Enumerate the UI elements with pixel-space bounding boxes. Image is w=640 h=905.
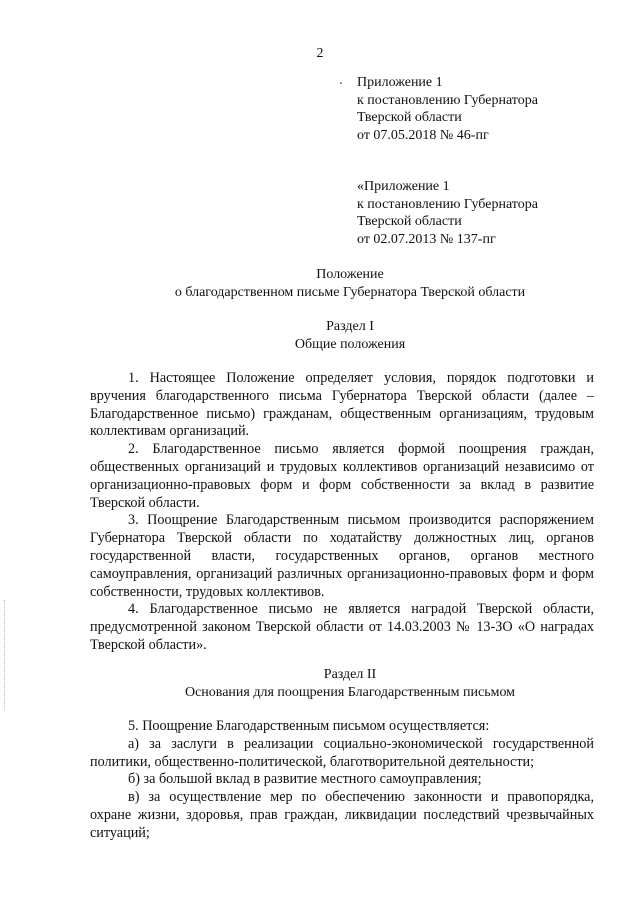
appendix-original-line: «Приложение 1 (357, 179, 450, 194)
section-heading: Раздел I (326, 319, 374, 334)
page-number: 2 (316, 46, 324, 61)
title-line: Положение (316, 267, 384, 282)
scan-mark (340, 82, 342, 84)
paragraph: а) за заслуги в реализации социально-экономической государственной политики, общественно-политической, благотворительной деятельности; (90, 735, 594, 770)
document-title (60, 266, 640, 301)
appendix-original-line: Тверской области (357, 214, 462, 229)
section2-body (90, 718, 594, 843)
section1-body (90, 370, 594, 655)
paragraph: 5. Поощрение Благодарственным письмом осуществляется: (128, 718, 490, 734)
section1-header (60, 318, 640, 353)
section-subheading: Общие положения (294, 336, 406, 352)
appendix-current-line: Тверской области (357, 110, 462, 125)
appendix-current-block (357, 74, 538, 144)
appendix-original-line: от 02.07.2013 № 137-пг (357, 231, 496, 247)
paragraph: 3. Поощрение Благодарственным письмом производится распоряжением Губернатора Тверской области по ходатайству должностных лиц, органов государственной власти, государственных органов, органов местного самоуправления, организаций различных организационно-правовых форм и форм собственности, трудовых коллективов. (90, 512, 594, 600)
section-heading: Раздел II (323, 667, 377, 682)
appendix-current-line: к постановлению Губернатора (357, 92, 538, 108)
appendix-current-line: Приложение 1 (357, 75, 443, 90)
paragraph: 4. Благодарственное письмо не является наградой Тверской области, предусмотренной законом Тверской области от 14.03.2003 № 13-ЗО «О наградах Тверской области». (90, 601, 594, 653)
paragraph: 2. Благодарственное письмо является формой поощрения граждан, общественных организаций и трудовых коллективов организаций независимо от организационно-правовых форм и форм собственности за вклад в развитие Тверской области. (90, 441, 594, 511)
section2-header (60, 666, 640, 701)
appendix-original-line: к постановлению Губернатора (357, 196, 538, 212)
section-subheading: Основания для поощрения Благодарственным письмом (184, 684, 516, 700)
paragraph: б) за большой вклад в развитие местного самоуправления; (128, 771, 482, 788)
margin-marks (4, 600, 7, 710)
appendix-original-block (357, 178, 538, 248)
appendix-current-line: от 07.05.2018 № 46-пг (357, 127, 489, 143)
title-line: о благодарственном письме Губернатора Тверской области (174, 284, 526, 300)
paragraph: 1. Настоящее Положение определяет условия, порядок подготовки и вручения благодарственного письма Губернатора Тверской области (далее – Благодарственное письмо) гражданам, общественным организациям, трудовым коллективам организаций. (90, 370, 594, 440)
paragraph: в) за осуществление мер по обеспечению законности и правопорядка, охране жизни, здоровья, прав граждан, ликвидации последствий чрезвычайных ситуаций; (90, 789, 594, 841)
